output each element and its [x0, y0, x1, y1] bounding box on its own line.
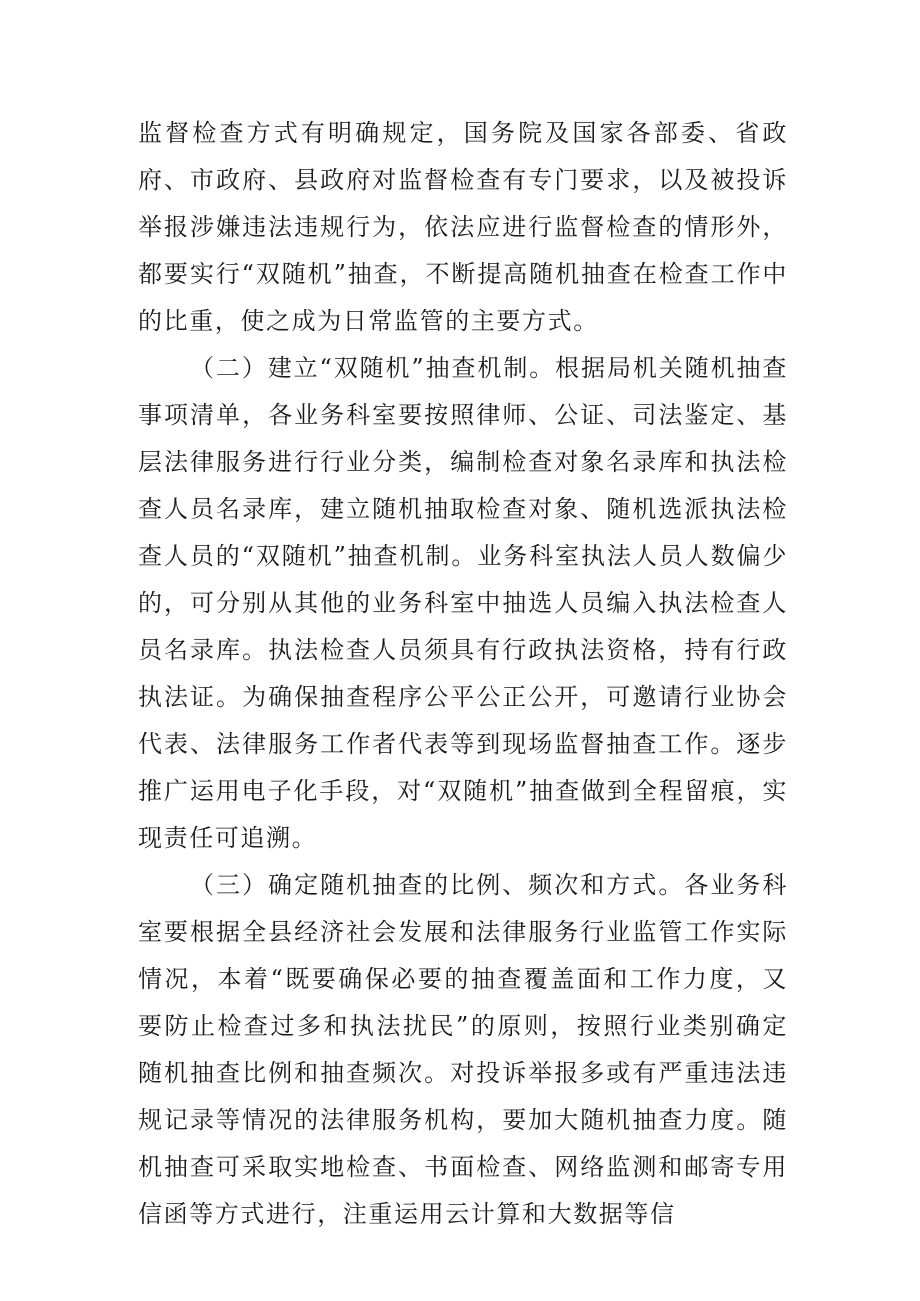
paragraph-continuation: 监督检查方式有明确规定，国务院及国家各部委、省政府、市政府、县政府对监督检查有专门要求，以及被投诉举报涉嫌违法违规行为，依法应进行监督检查的情形外，都要实行“双随机”抽查，不断提高随机抽查在检查工作中的比重，使之成为日常监管的主要方式。 — [138, 119, 788, 335]
paragraph-section-three: （三）确定随机抽查的比例、频次和方式。各业务科室要根据全县经济社会发展和法律服务行业监管工作实际情况，本着“既要确保必要的抽查覆盖面和工作力度，又要防止检查过多和执法扰民”的原则，按照行业类别确定随机抽查比例和抽查频次。对投诉举报多或有严重违法违规记录等情况的法律服务机构，要加大随机抽查力度。随机抽查可采取实地检查、书面检查、网络监测和邮寄专用信函等方式进行，注重运用云计算和大数据等信 — [138, 871, 788, 1228]
document-body — [138, 110, 788, 1238]
paragraph-section-two: （二）建立“双随机”抽查机制。根据局机关随机抽查事项清单，各业务科室要按照律师、公证、司法鉴定、基层法律服务进行行业分类，编制检查对象名录库和执法检查人员名录库，建立随机抽取检查对象、随机选派执法检查人员的“双随机”抽查机制。业务科室执法人员人数偏少的，可分别从其他的业务科室中抽选人员编入执法检查人员名录库。执法检查人员须具有行政执法资格，持有行政执法证。为确保抽查程序公平公正公开，可邀请行业协会代表、法律服务工作者代表等到现场监督抽查工作。逐步推广运用电子化手段，对“双随机”抽查做到全程留痕，实现责任可追溯。 — [138, 354, 788, 852]
